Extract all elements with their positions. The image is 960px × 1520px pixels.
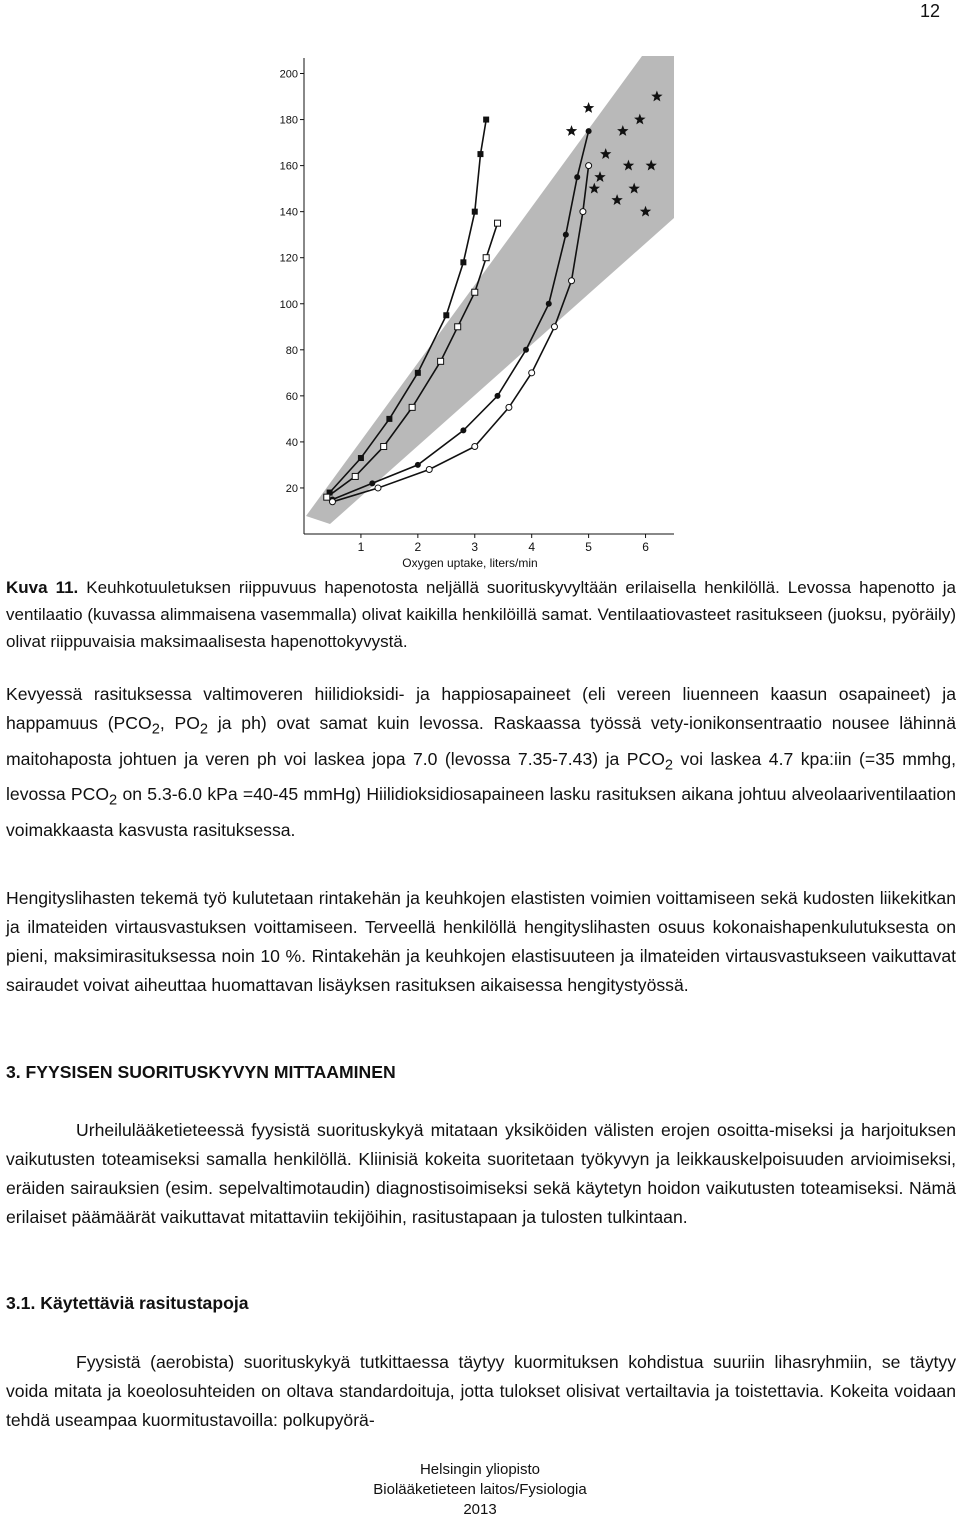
open-circle-point (329, 499, 335, 505)
open-square-point (438, 358, 444, 364)
filled-square-point (386, 416, 392, 422)
filled-square-point (477, 151, 483, 157)
ventilation-figure (270, 48, 700, 574)
open-square-point (495, 220, 501, 226)
x-tick-label: 5 (585, 540, 592, 554)
open-circle-point (580, 209, 586, 215)
ventilation-chart (270, 48, 700, 574)
filled-circle-point (369, 480, 375, 486)
open-square-point (472, 289, 478, 295)
caption-text: Keuhkotuuletuksen riippuvuus hapenotosta neljällä suorituskyvyltään erilaisella henkilöllä. Levossa hapenotto ja ventilaatio (kuvassa alimmaisena vasemmalla) olivat kaikilla henkilöillä samat. Ventilaatiovasteet rasitukseen (juoksu, pyöräily) olivat riippuvaisia maksimaalisesta hapenottokyvystä. (6, 578, 956, 651)
filled-square-point (472, 209, 478, 215)
caption-label: Kuva 11. (6, 578, 79, 597)
y-tick-label: 20 (285, 482, 298, 495)
open-square-point (409, 404, 415, 410)
x-tick-label: 1 (357, 540, 365, 554)
y-tick-label: 120 (279, 252, 298, 265)
paragraph-1-part-b: , PO (159, 713, 200, 733)
page-number: 12 (919, 1, 940, 21)
footer-department: Biolääketieteen laitos/Fysiologia (373, 1481, 587, 1498)
open-circle-point (586, 163, 592, 169)
subscript-4: 2 (109, 792, 118, 809)
open-square-point (381, 444, 387, 450)
section-heading-3: 3. FYYSISEN SUORITUSKYVYN MITTAAMINEN (6, 1062, 396, 1082)
paragraph-1-part-e: on 5.3-6.0 kPa =40-45 mmHg) Hiilidioksidiosapaineen lasku rasituksen aikana johtuu alveolaariventilaation voimakkaasta kasvusta rasituksessa. (6, 784, 957, 840)
filled-circle-point (563, 232, 569, 238)
filled-circle-point (523, 347, 529, 353)
open-circle-point (426, 467, 432, 473)
open-square-point (455, 324, 461, 330)
y-tick-label: 200 (279, 68, 298, 81)
y-tick-label: 180 (279, 114, 298, 127)
filled-square-point (460, 259, 466, 265)
y-ticks (280, 69, 304, 495)
filled-square-point (358, 455, 364, 461)
y-tick-label: 140 (279, 206, 298, 219)
footer-year: 2013 (463, 1501, 497, 1518)
star-point (566, 125, 577, 136)
paragraph-4: Fyysistä (aerobista) suorituskykyä tutkittaessa täytyy kuormituksen kohdistua suuriin lihasryhmiin, se täytyy voida mitata ja koeolosuhteiden on oltava standardoituja, jotta tulokset olisivat vertailtavia ja toistettavia. Kokeita voidaan tehdä useampaa kuormitustavoilla: polkupyörä- (6, 1352, 956, 1430)
paragraph-1-part-c: ja ph) ovat samat kuin levossa. Raskaassa työssä vety-ionikonsentraatio nousee lähinnä maitohaposta johtuen ja veren ph voi laskea jopa 7.0 (levossa 7.35-7.43) ja PCO (6, 713, 956, 769)
open-square-point (483, 255, 489, 261)
x-tick-label: 4 (528, 540, 536, 554)
x-tick-label: 3 (471, 540, 479, 554)
figure-caption (6, 574, 956, 655)
x-ticks (358, 534, 650, 554)
open-circle-point (551, 324, 557, 330)
filled-square-point (443, 312, 449, 318)
open-circle-point (472, 444, 478, 450)
paragraph-1 (6, 680, 956, 845)
paragraph-1-part-a: Kevyessä rasituksessa valtimoveren hiilidioksidi- ja happiosapaineet (eli vereen liuenneen kaasun osapaineet) ja happamuus (PCO (6, 684, 956, 733)
x-tick-label: 2 (414, 540, 422, 554)
open-circle-point (375, 485, 381, 491)
y-tick-label: 60 (285, 390, 298, 403)
subscript-1: 2 (151, 721, 160, 738)
y-tick-label: 80 (285, 344, 298, 357)
x-axis-label: Oxygen uptake, liters/min (402, 556, 538, 570)
filled-circle-point (546, 301, 552, 307)
page-footer (0, 1460, 960, 1520)
filled-square-point (483, 117, 489, 123)
y-tick-label: 40 (285, 436, 298, 449)
y-tick-label: 100 (279, 298, 298, 311)
paragraph-3: Urheilulääketieteessä fyysistä suorituskykyä mitataan yksiköiden välisten erojen osoitta-miseksi ja harjoituksen vaikutusten toteamiseksi samalla henkilöllä. Kliinisiä kokeita suoritetaan työkyvyn ja leikkauskelpoisuuden arvioimiseksi, eräiden sairauksien (esim. sepelvaltimotaudin) diagnostisoimiseksi sekä käytetyn hoidon vaikutusten toteamiseksi. Nämä erilaiset päämäärät vaikuttavat mitattaviin tekijöihin, rasitustapaan ja tulosten tulkintaan. (6, 1120, 956, 1227)
filled-square-point (415, 370, 421, 376)
open-circle-point (529, 370, 535, 376)
x-tick-label: 6 (642, 540, 649, 554)
open-circle-point (569, 278, 575, 284)
paragraph-1-part-d: voi laskea 4.7 kpa:iin (=35 mmhg, levossa PCO (6, 748, 957, 805)
filled-circle-point (574, 174, 580, 180)
open-circle-point (506, 404, 512, 410)
paragraph-2: Hengityslihasten tekemä työ kulutetaan rintakehän ja keuhkojen elastisten voimien voittamiseen sekä kudosten liikekitkan ja ilmateiden virtausvastuksen voittamiseen. Terveellä henkilöllä hengityslihasten osuus kokonaishapenkulutuksesta on pieni, maksimirasituksessa noin 10 %. Rintakehän ja keuhkojen elastisuuteen ja ilmateiden virtausvastukseen vaikuttavat sairaudet voivat aiheuttaa huomattavan lisäyksen rasituksen aikaisessa hengitystyössä. (6, 888, 956, 995)
subscript-2: 2 (199, 721, 209, 738)
shaded-band (306, 56, 674, 524)
open-square-point (352, 473, 358, 479)
section-heading-3-1: 3.1. Käytettäviä rasitustapoja (6, 1293, 249, 1313)
filled-circle-point (495, 393, 501, 399)
filled-circle-point (415, 462, 421, 468)
y-tick-label: 160 (279, 160, 298, 173)
star-point (583, 102, 594, 113)
filled-circle-point (586, 128, 592, 134)
footer-university: Helsingin yliopisto (419, 1461, 541, 1478)
filled-circle-point (460, 427, 466, 433)
subscript-3: 2 (664, 757, 674, 774)
open-square-point (324, 494, 330, 500)
